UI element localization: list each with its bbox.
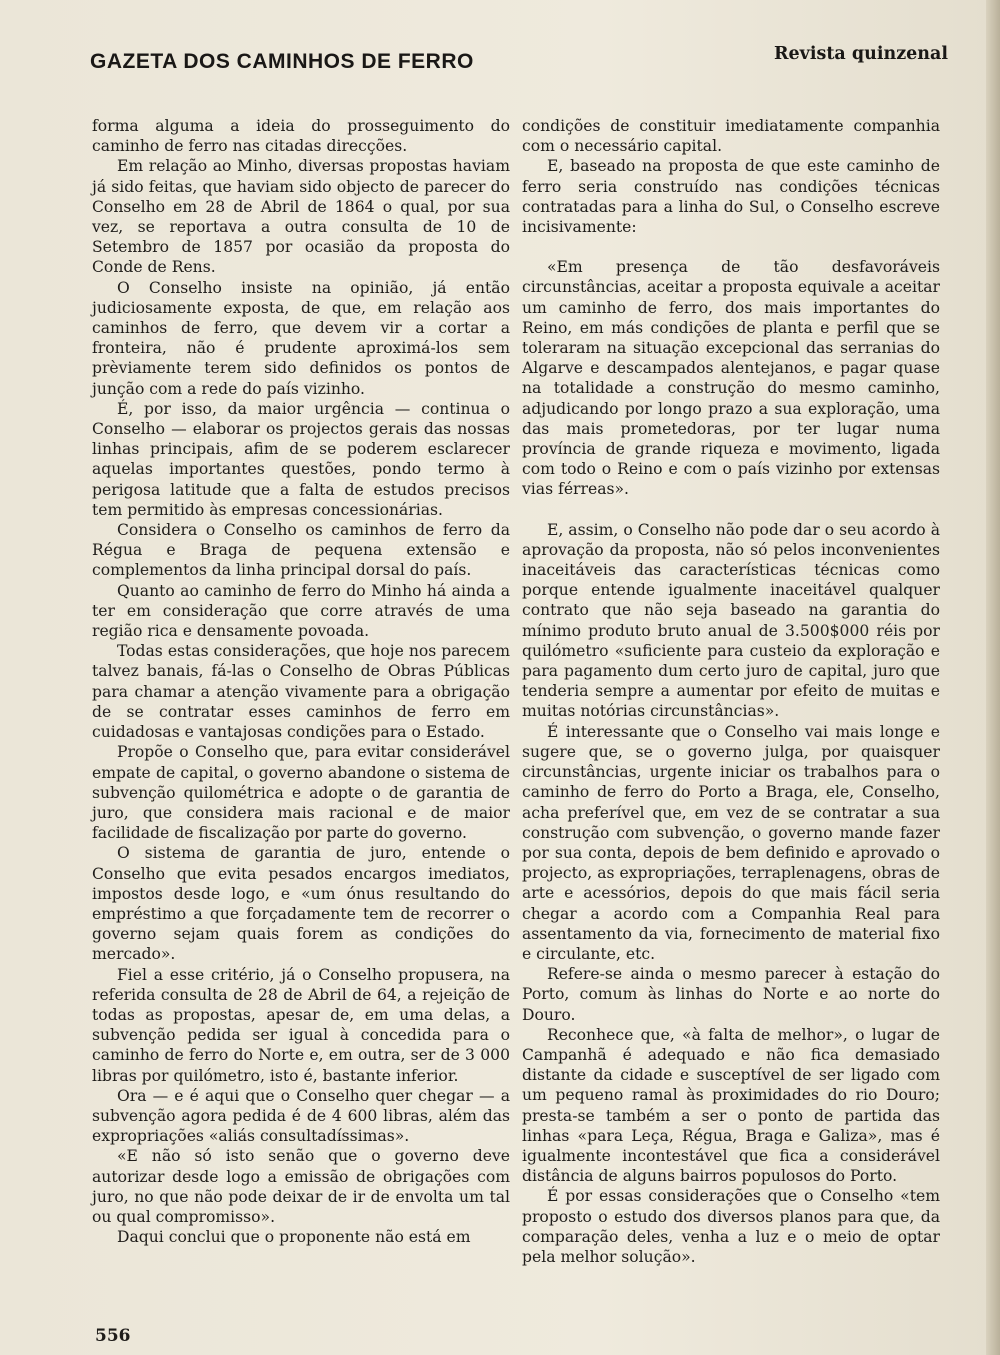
page-number: 556 bbox=[95, 1326, 131, 1346]
journal-subtitle: Revista quinzenal bbox=[774, 44, 948, 64]
paragraph: Em relação ao Minho, diversas propostas haviam já sido feitas, que haviam sido objecto de parecer do Conselho em 28 de Abril de 1864 o qual, por sua vez, se reportava a outra consulta de 10 de Setembro de 1857 por ocasião da proposta do Conde de Rens. bbox=[92, 157, 510, 277]
paragraph: E, assim, o Conselho não pode dar o seu acordo à aprovação da proposta, não só pelos inconvenientes inaceitáveis das características técnicas como porque entende igualmente inaceitável qualquer contrato que não seja baseado na garantia do mínimo produto bruto anual de 3.500$000 réis por quilómetro «suficiente para custeio da exploração e para pagamento dum certo juro de capital, juro que tenderia sempre a aumentar por efeito de muitas e muitas notórias circunstâncias». bbox=[522, 520, 940, 721]
paragraph: condições de constituir imediatamente companhia com o necessário capital. bbox=[522, 117, 940, 156]
paragraph: Ora — e é aqui que o Conselho quer chegar — a subvenção agora pedida é de 4 600 libras, além das expropriações «aliás consultadíssimas». bbox=[92, 1086, 510, 1146]
paragraph: Todas estas considerações, que hoje nos parecem talvez banais, fá-las o Conselho de Obras Públicas para chamar a atenção vivamente para a obrigação de se contratar esses caminhos de ferro em cuidadosas e vantajosas condições para o Estado. bbox=[92, 642, 510, 742]
paragraph: Considera o Conselho os caminhos de ferro da Régua e Braga de pequena extensão e complementos da linha principal dorsal do país. bbox=[92, 521, 510, 580]
paragraph: forma alguma a ideia do prosseguimento do caminho de ferro nas citadas direcções. bbox=[92, 117, 510, 156]
paragraph: Quanto ao caminho de ferro do Minho há ainda a ter em consideração que corre através de uma região rica e densamente povoada. bbox=[92, 581, 510, 641]
paragraph: «E não só isto senão que o governo deve autorizar desde logo a emissão de obrigações com juro, no que não pode deixar de ir de envolta um tal ou qual compromisso». bbox=[92, 1147, 510, 1226]
text-column-right bbox=[522, 116, 940, 1267]
paragraph: É por essas considerações que o Conselho «tem proposto o estudo dos diversos planos para que, da comparação deles, venha a luz e o meio de optar pela melhor solução». bbox=[522, 1187, 940, 1266]
paragraph: É, por isso, da maior urgência — continua o Conselho — elaborar os projectos gerais das nossas linhas principais, afim de se poderem esclarecer aquelas importantes questões, pondo termo à perigosa latitude que a falta de estudos precisos tem permitido às empresas concessionárias. bbox=[92, 399, 510, 519]
paragraph: E, baseado na proposta de que este caminho de ferro seria construído nas condições técnicas contratadas para a linha do Sul, o Conselho escreve incisivamente: bbox=[522, 157, 940, 237]
page-edge bbox=[986, 0, 1000, 1355]
paragraph: Reconhece que, «à falta de melhor», o lugar de Campanhã é adequado e não fica demasiado distante da cidade e susceptível de ser ligado com um pequeno ramal às proximidades do rio Douro; presta-se também a ser o ponto de partida das linhas «para Leça, Régua, Braga e Galiza», mas é igualmente incontestável que fica a considerável distância de alguns bairros populosos do Porto. bbox=[522, 1025, 940, 1186]
paragraph: Fiel a esse critério, já o Conselho propusera, na referida consulta de 28 de Abril de 64, a rejeição de todas as propostas, apesar de, em uma delas, a subvenção pedida ser igual à concedida para o caminho de ferro do Norte e, em outra, ser de 3 000 libras por quilómetro, isto é, bastante inferior. bbox=[92, 965, 510, 1085]
block-quote: «Em presença de tão desfavoráveis circunstâncias, aceitar a proposta equivale a aceitar um caminho de ferro, dos mais importantes do Reino, em más condições de planta e perfil que se toleraram na situação excepcional das serranias do Algarve e descampados alentejanos, e pagar quase na totalidade a construção do mesmo caminho, adjudicando por longo prazo a sua exploração, uma das mais prometedoras, por ter lugar numa província de grande riqueza e movimento, ligada com todo o Reino e com o país vizinho por extensas vias férreas». bbox=[522, 258, 940, 499]
paragraph: Daqui conclui que o proponente não está em bbox=[116, 1228, 471, 1247]
text-column-left bbox=[92, 116, 510, 1247]
paragraph: É interessante que o Conselho vai mais longe e sugere que, se o governo julga, por quaisquer circunstâncias, urgente iniciar os trabalhos para o caminho de ferro do Porto a Braga, ele, Conselho, acha preferível que, em vez de se contratar a sua construção com subvenção, o governo mande fazer por sua conta, depois de bem definido e aprovado o projecto, as expropriações, terraplenagens, obras de arte e acessórios, depois do que mais fácil seria chegar a acordo com a Companhia Real para assentamento da via, fornecimento de material fixo e circulante, etc. bbox=[522, 722, 940, 963]
journal-title: GAZETA DOS CAMINHOS DE FERRO bbox=[90, 50, 474, 73]
paragraph: Refere-se ainda o mesmo parecer à estação do Porto, comum às linhas do Norte e ao norte do Douro. bbox=[522, 965, 940, 1024]
paragraph: O sistema de garantia de juro, entende o Conselho que evita pesados encargos imediatos, impostos desde logo, e «um ónus resultando do empréstimo a que forçadamente tem de recorrer o governo sejam quais forem as condições do mercado». bbox=[92, 844, 510, 964]
paragraph: O Conselho insiste na opinião, já então judiciosamente exposta, de que, em relação aos caminhos de ferro, que devem vir a cortar a fronteira, não é prudente aproximá-los sem prèviamente terem sido definidos os pontos de junção com a rede do país vizinho. bbox=[92, 278, 510, 398]
paragraph: Propõe o Conselho que, para evitar considerável empate de capital, o governo abandone o sistema de subvenção quilométrica e adopte o de garantia de juro, que considera mais racional e de maior facilidade de fiscalização por parte do governo. bbox=[92, 743, 510, 843]
